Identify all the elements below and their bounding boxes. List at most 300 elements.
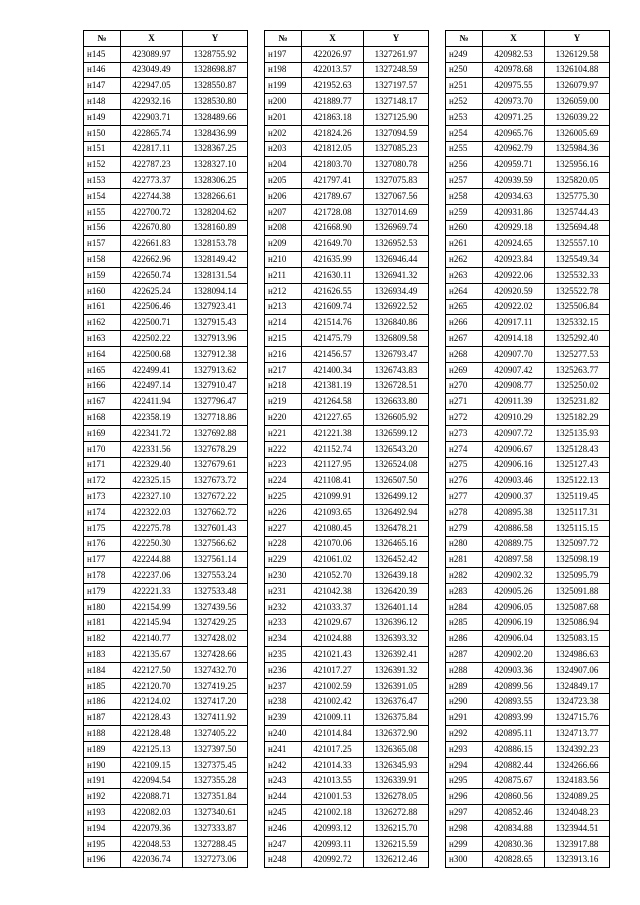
y-coordinate-cell: 1327915.43 [183,315,248,331]
table-row [84,615,248,631]
y-coordinate-cell: 1325557.10 [545,236,610,252]
x-coordinate-cell: 422013.57 [302,62,364,78]
y-coordinate-cell: 1327419.25 [183,678,248,694]
table-row [446,267,610,283]
table-row [84,331,248,347]
table-row [84,741,248,757]
y-coordinate-cell: 1325182.29 [545,410,610,426]
table-row [265,267,429,283]
x-coordinate-cell: 420899.56 [483,678,545,694]
y-coordinate-cell: 1327673.72 [183,473,248,489]
point-number-cell: н244 [265,789,302,805]
table-row [265,647,429,663]
y-coordinate-cell: 1326840.86 [364,315,429,331]
x-coordinate-cell: 422082.03 [121,805,183,821]
point-number-cell: н267 [446,331,483,347]
y-coordinate-cell: 1326465.16 [364,536,429,552]
x-coordinate-cell: 422817.11 [121,141,183,157]
x-coordinate-cell: 421728.08 [302,204,364,220]
table-row [265,552,429,568]
table-row [265,773,429,789]
y-coordinate-cell: 1327148.17 [364,94,429,110]
y-coordinate-cell: 1325087.68 [545,599,610,615]
table-row [84,94,248,110]
x-coordinate-cell: 422744.38 [121,188,183,204]
table-row [84,836,248,852]
y-coordinate-cell: 1327662.72 [183,504,248,520]
y-coordinate-cell: 1326524.08 [364,457,429,473]
table-row [84,78,248,94]
x-coordinate-cell: 420906.04 [483,631,545,647]
table-row [265,741,429,757]
y-coordinate-cell: 1328160.89 [183,220,248,236]
table-row [84,773,248,789]
y-coordinate-cell: 1326391.05 [364,678,429,694]
x-coordinate-cell: 420934.63 [483,188,545,204]
y-coordinate-cell: 1325332.15 [545,315,610,331]
point-number-cell: н242 [265,757,302,773]
y-coordinate-cell: 1325086.94 [545,615,610,631]
point-number-cell: н265 [446,299,483,315]
table-row [446,204,610,220]
x-coordinate-cell: 420906.16 [483,457,545,473]
x-coordinate-cell: 422500.71 [121,315,183,331]
x-coordinate-cell: 420975.55 [483,78,545,94]
table-row [446,425,610,441]
point-number-cell: н181 [84,615,121,631]
y-coordinate-cell: 1325122.13 [545,473,610,489]
point-number-cell: н150 [84,125,121,141]
x-coordinate-cell: 421002.18 [302,805,364,821]
table-row [446,741,610,757]
point-number-cell: н188 [84,726,121,742]
point-number-cell: н158 [84,252,121,268]
table-row [446,315,610,331]
y-coordinate-cell: 1326059.00 [545,94,610,110]
x-coordinate-cell: 420907.72 [483,425,545,441]
table-row [446,473,610,489]
coordinate-table-2 [264,30,429,868]
point-number-cell: н185 [84,678,121,694]
y-coordinate-cell: 1327912.38 [183,346,248,362]
point-number-cell: н223 [265,457,302,473]
y-coordinate-cell: 1325984.36 [545,141,610,157]
table-row [84,378,248,394]
point-number-cell: н284 [446,599,483,615]
y-coordinate-cell: 1325744.43 [545,204,610,220]
table-row [446,583,610,599]
y-coordinate-cell: 1327679.61 [183,457,248,473]
y-coordinate-cell: 1325292.40 [545,331,610,347]
table-row [265,425,429,441]
y-coordinate-cell: 1327340.61 [183,805,248,821]
point-number-cell: н220 [265,410,302,426]
x-coordinate-cell: 420924.65 [483,236,545,252]
x-coordinate-cell: 422865.74 [121,125,183,141]
y-coordinate-cell: 1328204.62 [183,204,248,220]
table-row [265,315,429,331]
column-header-number: № [84,31,121,47]
table-row [265,473,429,489]
x-coordinate-cell: 421014.33 [302,757,364,773]
point-number-cell: н287 [446,647,483,663]
column-header-x: X [483,31,545,47]
x-coordinate-cell: 421400.34 [302,362,364,378]
point-number-cell: н300 [446,852,483,868]
y-coordinate-cell: 1325098.19 [545,552,610,568]
y-coordinate-cell: 1325549.34 [545,252,610,268]
point-number-cell: н191 [84,773,121,789]
y-coordinate-cell: 1328327.10 [183,157,248,173]
point-number-cell: н260 [446,220,483,236]
y-coordinate-cell: 1327601.43 [183,520,248,536]
x-coordinate-cell: 421042.38 [302,583,364,599]
x-coordinate-cell: 421009.11 [302,710,364,726]
table-row [265,78,429,94]
table-row [84,252,248,268]
point-number-cell: н214 [265,315,302,331]
point-number-cell: н187 [84,710,121,726]
x-coordinate-cell: 423089.97 [121,46,183,62]
y-coordinate-cell: 1325128.43 [545,441,610,457]
point-number-cell: н161 [84,299,121,315]
y-coordinate-cell: 1327428.66 [183,647,248,663]
table-row [446,552,610,568]
x-coordinate-cell: 420931.86 [483,204,545,220]
point-number-cell: н268 [446,346,483,362]
x-coordinate-cell: 421127.95 [302,457,364,473]
y-coordinate-cell: 1326969.74 [364,220,429,236]
y-coordinate-cell: 1323944.51 [545,820,610,836]
y-coordinate-cell: 1327197.57 [364,78,429,94]
table-row [446,536,610,552]
y-coordinate-cell: 1328698.87 [183,62,248,78]
point-number-cell: н290 [446,694,483,710]
table-row [446,125,610,141]
table-row [84,599,248,615]
x-coordinate-cell: 421017.27 [302,662,364,678]
table-row [84,568,248,584]
x-coordinate-cell: 422135.67 [121,647,183,663]
table-row [84,805,248,821]
table-row [265,757,429,773]
table-row [84,173,248,189]
point-number-cell: н261 [446,236,483,252]
point-number-cell: н235 [265,647,302,663]
point-number-cell: н145 [84,46,121,62]
x-coordinate-cell: 422497.14 [121,378,183,394]
x-coordinate-cell: 422325.15 [121,473,183,489]
point-number-cell: н201 [265,109,302,125]
point-number-cell: н255 [446,141,483,157]
y-coordinate-cell: 1325117.31 [545,504,610,520]
y-coordinate-cell: 1327718.86 [183,410,248,426]
x-coordinate-cell: 420920.59 [483,283,545,299]
x-coordinate-cell: 421456.57 [302,346,364,362]
x-coordinate-cell: 420897.58 [483,552,545,568]
y-coordinate-cell: 1327533.48 [183,583,248,599]
point-number-cell: н167 [84,394,121,410]
point-number-cell: н247 [265,836,302,852]
table-row [446,489,610,505]
x-coordinate-cell: 422154.99 [121,599,183,615]
point-number-cell: н195 [84,836,121,852]
point-number-cell: н299 [446,836,483,852]
table-row [84,362,248,378]
point-number-cell: н266 [446,315,483,331]
point-number-cell: н293 [446,741,483,757]
point-number-cell: н211 [265,267,302,283]
x-coordinate-cell: 422411.94 [121,394,183,410]
table-row [446,805,610,821]
column-header-x: X [302,31,364,47]
point-number-cell: н283 [446,583,483,599]
table-row [265,125,429,141]
x-coordinate-cell: 421863.18 [302,109,364,125]
y-coordinate-cell: 1327125.90 [364,109,429,125]
table-row [265,141,429,157]
table-header-row [265,31,429,47]
y-coordinate-cell: 1327692.88 [183,425,248,441]
x-coordinate-cell: 422109.15 [121,757,183,773]
table-body [446,46,610,867]
y-coordinate-cell: 1326793.47 [364,346,429,362]
table-row [84,520,248,536]
table-row [446,757,610,773]
table-row [84,188,248,204]
x-coordinate-cell: 421824.26 [302,125,364,141]
x-coordinate-cell: 422094.54 [121,773,183,789]
x-coordinate-cell: 421002.42 [302,694,364,710]
table-row [265,836,429,852]
column-header-y: Y [364,31,429,47]
x-coordinate-cell: 421024.88 [302,631,364,647]
y-coordinate-cell: 1325115.15 [545,520,610,536]
table-row [446,694,610,710]
table-row [84,441,248,457]
point-number-cell: н210 [265,252,302,268]
table-row [446,678,610,694]
x-coordinate-cell: 421668.90 [302,220,364,236]
point-number-cell: н198 [265,62,302,78]
x-coordinate-cell: 422787.23 [121,157,183,173]
table-row [446,46,610,62]
y-coordinate-cell: 1324986.63 [545,647,610,663]
y-coordinate-cell: 1328489.66 [183,109,248,125]
point-number-cell: н236 [265,662,302,678]
y-coordinate-cell: 1327351.84 [183,789,248,805]
x-coordinate-cell: 422506.46 [121,299,183,315]
x-coordinate-cell: 422275.78 [121,520,183,536]
x-coordinate-cell: 420922.06 [483,267,545,283]
point-number-cell: н259 [446,204,483,220]
point-number-cell: н207 [265,204,302,220]
point-number-cell: н278 [446,504,483,520]
x-coordinate-cell: 420923.84 [483,252,545,268]
x-coordinate-cell: 421889.77 [302,94,364,110]
table-row [265,236,429,252]
y-coordinate-cell: 1326393.32 [364,631,429,647]
table-row [84,267,248,283]
y-coordinate-cell: 1325506.84 [545,299,610,315]
table-row [446,789,610,805]
point-number-cell: н200 [265,94,302,110]
point-number-cell: н295 [446,773,483,789]
y-coordinate-cell: 1326392.41 [364,647,429,663]
y-coordinate-cell: 1325250.02 [545,378,610,394]
table-row [446,299,610,315]
x-coordinate-cell: 422048.53 [121,836,183,852]
x-coordinate-cell: 420875.67 [483,773,545,789]
x-coordinate-cell: 422661.83 [121,236,183,252]
table-row [446,457,610,473]
y-coordinate-cell: 1325532.33 [545,267,610,283]
table-row [446,331,610,347]
point-number-cell: н180 [84,599,121,615]
x-coordinate-cell: 422499.41 [121,362,183,378]
table-row [84,757,248,773]
y-coordinate-cell: 1325127.43 [545,457,610,473]
y-coordinate-cell: 1325263.77 [545,362,610,378]
point-number-cell: н234 [265,631,302,647]
point-number-cell: н190 [84,757,121,773]
point-number-cell: н245 [265,805,302,821]
table-row [84,157,248,173]
x-coordinate-cell: 422341.72 [121,425,183,441]
y-coordinate-cell: 1327405.22 [183,726,248,742]
x-coordinate-cell: 420906.67 [483,441,545,457]
table-row [446,599,610,615]
x-coordinate-cell: 421002.59 [302,678,364,694]
x-coordinate-cell: 421789.67 [302,188,364,204]
table-row [265,694,429,710]
table-row [265,662,429,678]
table-row [265,568,429,584]
x-coordinate-cell: 421264.58 [302,394,364,410]
y-coordinate-cell: 1327923.41 [183,299,248,315]
table-row [446,109,610,125]
table-row [446,662,610,678]
x-coordinate-cell: 420917.11 [483,315,545,331]
x-coordinate-cell: 420893.99 [483,710,545,726]
point-number-cell: н254 [446,125,483,141]
y-coordinate-cell: 1327417.20 [183,694,248,710]
table-row [265,394,429,410]
x-coordinate-cell: 420828.65 [483,852,545,868]
table-row [84,662,248,678]
y-coordinate-cell: 1324723.38 [545,694,610,710]
table-row [265,299,429,315]
y-coordinate-cell: 1327672.22 [183,489,248,505]
point-number-cell: н217 [265,362,302,378]
table-row [446,78,610,94]
table-row [446,283,610,299]
x-coordinate-cell: 420922.02 [483,299,545,315]
point-number-cell: н232 [265,599,302,615]
table-header-row [446,31,610,47]
x-coordinate-cell: 421029.67 [302,615,364,631]
point-number-cell: н213 [265,299,302,315]
y-coordinate-cell: 1326345.93 [364,757,429,773]
point-number-cell: н218 [265,378,302,394]
y-coordinate-cell: 1326365.08 [364,741,429,757]
x-coordinate-cell: 422502.22 [121,331,183,347]
y-coordinate-cell: 1326922.52 [364,299,429,315]
y-coordinate-cell: 1325694.48 [545,220,610,236]
point-number-cell: н175 [84,520,121,536]
table-row [265,157,429,173]
point-number-cell: н272 [446,410,483,426]
table-row [265,94,429,110]
y-coordinate-cell: 1324183.56 [545,773,610,789]
y-coordinate-cell: 1324089.25 [545,789,610,805]
y-coordinate-cell: 1326452.42 [364,552,429,568]
point-number-cell: н241 [265,741,302,757]
y-coordinate-cell: 1326005.69 [545,125,610,141]
point-number-cell: н165 [84,362,121,378]
point-number-cell: н224 [265,473,302,489]
x-coordinate-cell: 420895.38 [483,504,545,520]
y-coordinate-cell: 1327913.62 [183,362,248,378]
y-coordinate-cell: 1326420.39 [364,583,429,599]
y-coordinate-cell: 1324907.06 [545,662,610,678]
point-number-cell: н192 [84,789,121,805]
table-row [265,805,429,821]
table-row [84,346,248,362]
point-number-cell: н166 [84,378,121,394]
y-coordinate-cell: 1327248.59 [364,62,429,78]
table-row [84,820,248,836]
table-row [265,62,429,78]
point-number-cell: н292 [446,726,483,742]
point-number-cell: н193 [84,805,121,821]
point-number-cell: н204 [265,157,302,173]
y-coordinate-cell: 1327397.50 [183,741,248,757]
table-row [446,647,610,663]
point-number-cell: н246 [265,820,302,836]
column-header-number: № [446,31,483,47]
y-coordinate-cell: 1328266.61 [183,188,248,204]
y-coordinate-cell: 1328755.92 [183,46,248,62]
y-coordinate-cell: 1323917.88 [545,836,610,852]
x-coordinate-cell: 420914.18 [483,331,545,347]
y-coordinate-cell: 1326952.53 [364,236,429,252]
y-coordinate-cell: 1326079.97 [545,78,610,94]
table-row [446,94,610,110]
point-number-cell: н279 [446,520,483,536]
point-number-cell: н264 [446,283,483,299]
x-coordinate-cell: 421052.70 [302,568,364,584]
x-coordinate-cell: 420903.36 [483,662,545,678]
table-row [84,410,248,426]
table-row [265,631,429,647]
x-coordinate-cell: 420910.29 [483,410,545,426]
y-coordinate-cell: 1324713.77 [545,726,610,742]
y-coordinate-cell: 1325820.05 [545,173,610,189]
point-number-cell: н298 [446,820,483,836]
x-coordinate-cell: 422932.16 [121,94,183,110]
x-coordinate-cell: 421812.05 [302,141,364,157]
table-row [446,410,610,426]
table-row [265,489,429,505]
table-row [84,583,248,599]
x-coordinate-cell: 421635.99 [302,252,364,268]
x-coordinate-cell: 421630.11 [302,267,364,283]
point-number-cell: н196 [84,852,121,868]
column-header-y: Y [183,31,248,47]
point-number-cell: н240 [265,726,302,742]
point-number-cell: н148 [84,94,121,110]
